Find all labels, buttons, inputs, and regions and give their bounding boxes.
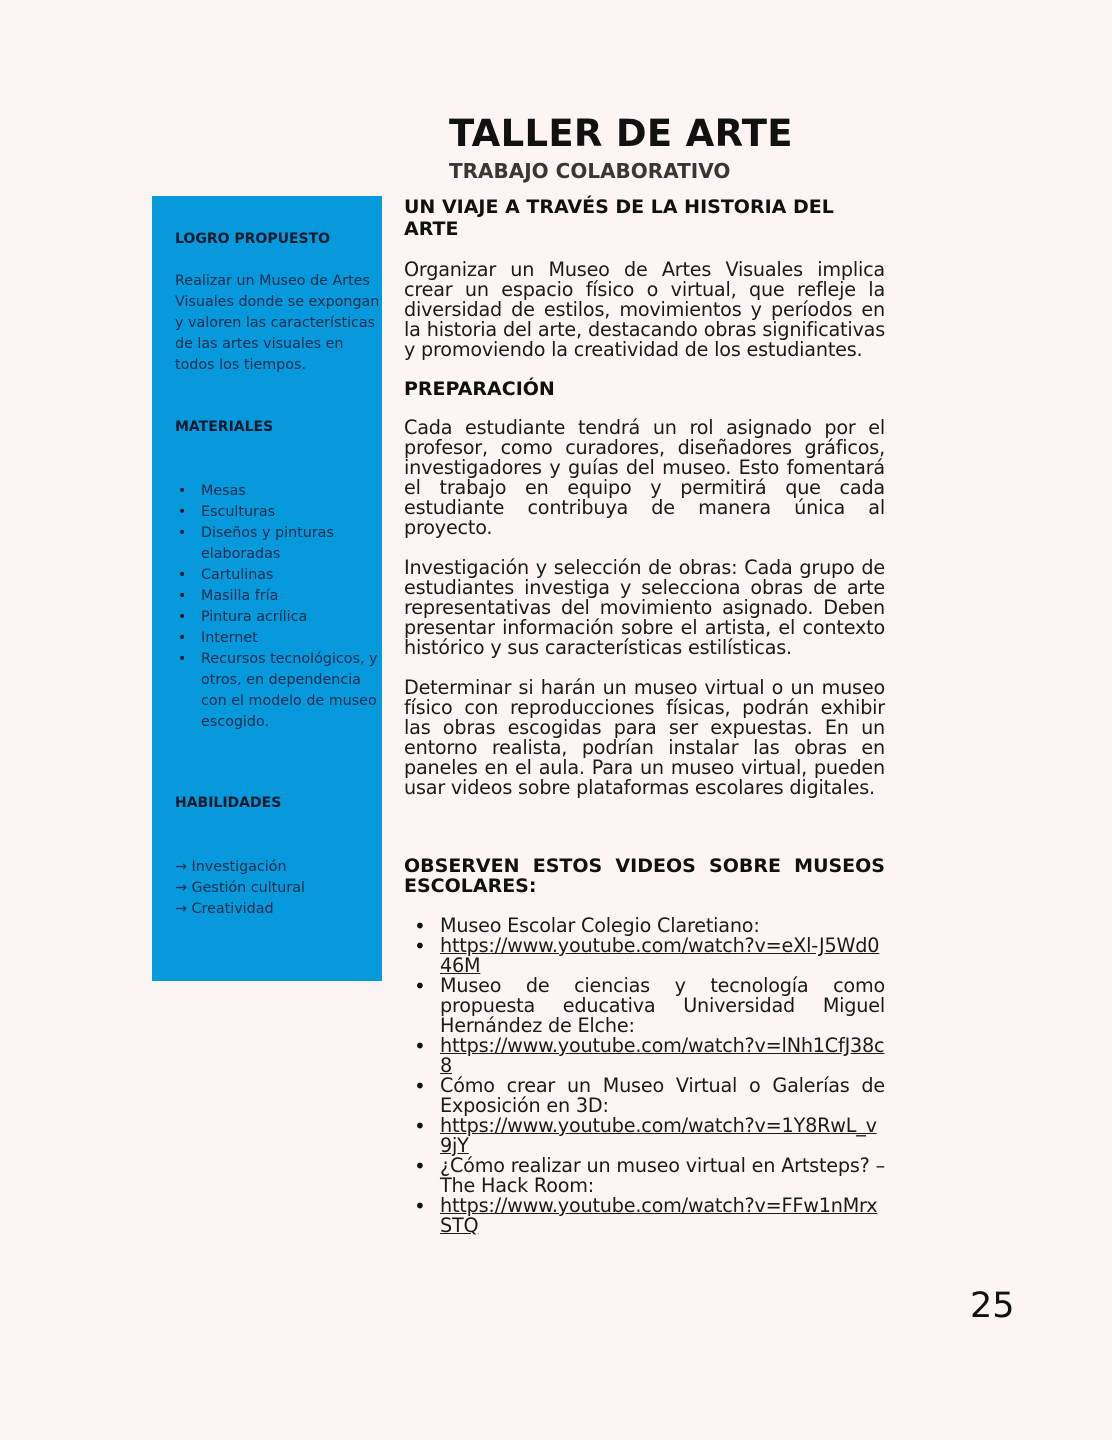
materiales-heading: MATERIALES — [175, 419, 274, 435]
list-item: • Recursos tecnológicos, y otros, en dependencia con el modelo de museo escogido. — [175, 649, 387, 733]
video-link-item[interactable] — [404, 1196, 885, 1236]
page-title: TALLER DE ARTE — [449, 112, 793, 155]
videos-list — [404, 916, 885, 1236]
video-link[interactable]: https://www.youtube.com/watch?v=eXl-J5Wd046M — [440, 934, 880, 977]
video-link[interactable]: https://www.youtube.com/watch?v=1Y8RwL_v9jY — [440, 1114, 877, 1157]
paragraph-determinar: Determinar si harán un museo virtual o un museo físico con reproducciones físicas, podrán exhibir las obras escogidas para ser expuestas. En un entorno realista, podrían instalar las obras en paneles en el aula. Para un museo virtual, pueden usar videos sobre plataformas escolares digitales. — [404, 676, 885, 799]
list-item: • Cartulinas — [175, 565, 387, 586]
list-item: • Diseños y pinturas elaboradas — [175, 523, 387, 565]
habilidades-list — [175, 857, 305, 920]
paragraph-roles: Cada estudiante tendrá un rol asignado por el profesor, como curadores, diseñadores gráficos, investigadores y guías del museo. Esto fomentará el trabajo en equipo y permitirá que cada estudiante contribuya de manera única al proyecto. — [404, 416, 885, 539]
logro-text: Realizar un Museo de Artes Visuales donde se expongan y valoren las características de las artes visuales en todos los tiempos. — [175, 273, 380, 373]
page-subtitle: TRABAJO COLABORATIVO — [449, 159, 731, 183]
page-number: 25 — [970, 1286, 1015, 1326]
materiales-list — [175, 481, 387, 733]
list-item: • Masilla fría — [175, 586, 387, 607]
section-heading-preparacion: PREPARACIÓN — [404, 378, 555, 400]
section-heading-viaje: UN VIAJE A TRAVÉS DE LA HISTORIA DEL ARTE — [404, 196, 834, 240]
list-item: → Investigación — [175, 859, 287, 875]
video-title: • ¿Cómo realizar un museo virtual en Artsteps? – The Hack Room: — [404, 1156, 885, 1196]
logro-heading: LOGRO PROPUESTO — [175, 231, 331, 247]
video-link[interactable]: https://www.youtube.com/watch?v=lNh1CfJ38c8 — [440, 1034, 885, 1077]
video-title: • Museo de ciencias y tecnología como propuesta educativa Universidad Miguel Hernández de Elche: — [404, 976, 885, 1036]
habilidades-heading: HABILIDADES — [175, 795, 282, 811]
list-item: • Mesas — [175, 481, 387, 502]
list-item: • Pintura acrílica — [175, 607, 387, 628]
video-link-item[interactable] — [404, 1036, 885, 1076]
main-content — [404, 196, 885, 1236]
paragraph-investigacion: Investigación y selección de obras: Cada grupo de estudiantes investiga y selecciona obras de arte representativas del movimiento asignado. Deben presentar información sobre el artista, el contexto histórico y sus características estilísticas. — [404, 556, 885, 659]
list-item: → Creatividad — [175, 901, 274, 917]
video-link[interactable]: https://www.youtube.com/watch?v=FFw1nMrxSTQ — [440, 1194, 878, 1237]
section-heading-videos: OBSERVEN ESTOS VIDEOS SOBRE MUSEOS ESCOLARES: — [404, 855, 885, 897]
list-item: → Gestión cultural — [175, 880, 305, 896]
sidebar-panel — [152, 196, 382, 981]
video-title: • Museo Escolar Colegio Claretiano: — [404, 916, 885, 936]
video-title: • Cómo crear un Museo Virtual o Galerías de Exposición en 3D: — [404, 1076, 885, 1116]
list-item: • Internet — [175, 628, 387, 649]
list-item: • Esculturas — [175, 502, 387, 523]
video-link-item[interactable] — [404, 1116, 885, 1156]
video-link-item[interactable] — [404, 936, 885, 976]
paragraph-intro: Organizar un Museo de Artes Visuales implica crear un espacio físico o virtual, que refleje la diversidad de estilos, movimientos y períodos en la historia del arte, destacando obras significativas y promoviendo la creatividad de los estudiantes. — [404, 258, 885, 361]
